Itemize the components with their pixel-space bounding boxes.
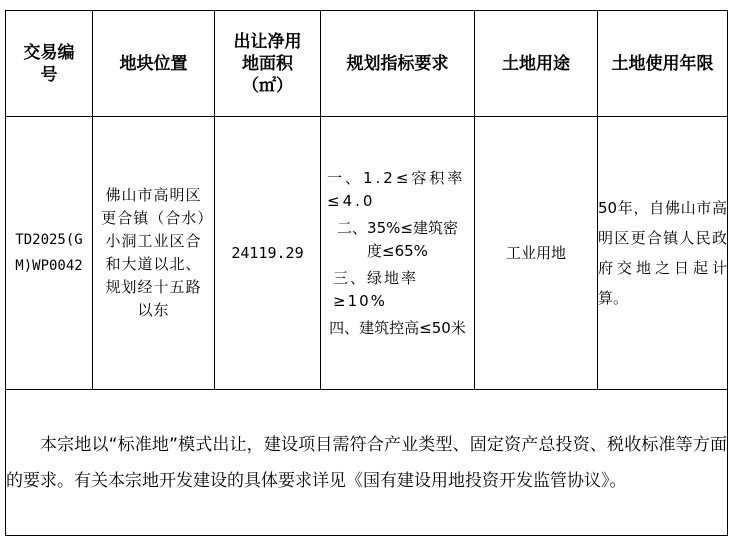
requirement-item: 三、绿地率≥10% bbox=[333, 268, 419, 310]
usage-cell: 工业用地 bbox=[475, 117, 598, 390]
header-row bbox=[6, 11, 728, 117]
note-row bbox=[6, 390, 728, 536]
table-row bbox=[6, 117, 728, 390]
land-parcel-table bbox=[5, 10, 728, 536]
header-area: 出让净用地面积（㎡） bbox=[215, 11, 321, 117]
term-cell: 50年，自佛山市高明区更合镇人民政府交地之日起计算。 bbox=[598, 117, 728, 390]
header-location: 地块位置 bbox=[93, 11, 215, 117]
land-parcel-table-document bbox=[5, 10, 727, 536]
trade-no-cell: TD2025(GM)WP0042 bbox=[6, 117, 93, 390]
header-requirements: 规划指标要求 bbox=[321, 11, 475, 117]
requirements-cell bbox=[321, 117, 475, 390]
header-trade-no: 交易编号 bbox=[6, 11, 93, 117]
note-cell bbox=[6, 390, 728, 536]
header-term: 土地使用年限 bbox=[598, 11, 728, 117]
note-text: 本宗地以“标准地”模式出让，建设项目需符合产业类型、固定资产总投资、税收标准等方面的要求。有关本宗地开发建设的具体要求详见《国有建设用地投资开发监管协议》。 bbox=[6, 434, 727, 491]
requirement-item: 一、1.2≤容积率≤4.0 bbox=[327, 168, 466, 210]
header-usage: 土地用途 bbox=[475, 11, 598, 117]
requirement-item: 二、35%≤建筑密度≤65% bbox=[337, 218, 458, 260]
location-cell: 佛山市高明区更合镇（合水）小洞工业区合和大道以北、规划经十五路以东 bbox=[93, 117, 215, 390]
requirement-item: 四、建筑控高≤50米 bbox=[329, 318, 466, 337]
area-cell: 24119.29 bbox=[215, 117, 321, 390]
